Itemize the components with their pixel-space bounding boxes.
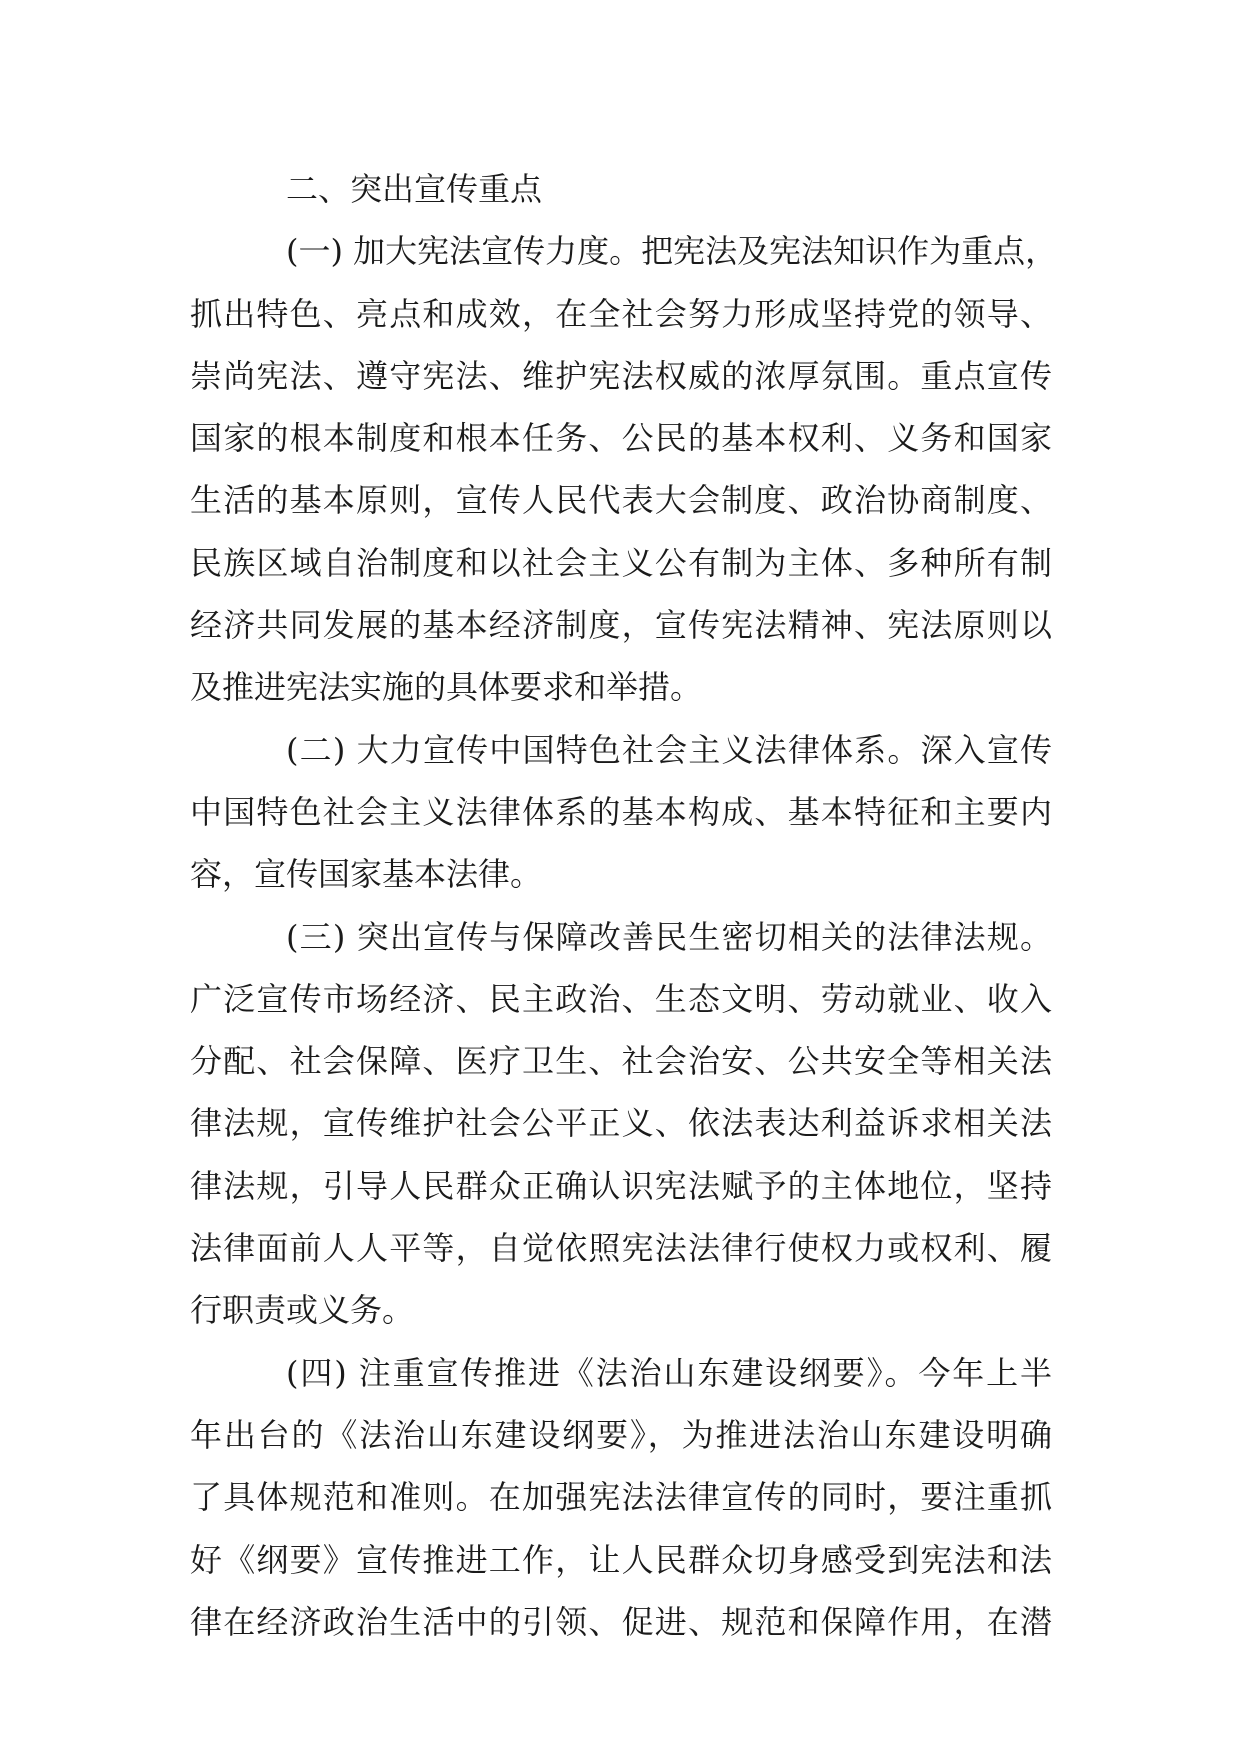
paragraph-line: 律法规，引导人民群众正确认识宪法赋予的主体地位，坚持 xyxy=(190,1166,1052,1205)
paragraph-line: 经济共同发展的基本经济制度，宣传宪法精神、宪法原则以 xyxy=(190,606,1052,645)
paragraph-line: (四) 注重宣传推进《法治山东建设纲要》。今年上半 xyxy=(286,1353,1052,1392)
paragraph-2 xyxy=(190,719,1052,906)
paragraph-line: 民族区域自治制度和以社会主义公有制为主体、多种所有制 xyxy=(190,543,1052,582)
paragraph-line: (一) 加大宪法宣传力度。把宪法及宪法知识作为重点， xyxy=(286,232,1058,271)
paragraph-line: 广泛宣传市场经济、民主政治、生态文明、劳动就业、收入 xyxy=(190,979,1052,1018)
paragraph-line: 生活的基本原则，宣传人民代表大会制度、政治协商制度、 xyxy=(190,481,1052,520)
paragraph-line: 好《纲要》宣传推进工作，让人民群众切身感受到宪法和法 xyxy=(190,1540,1052,1579)
paragraph-4 xyxy=(190,1342,1052,1653)
paragraph-line: 分配、社会保障、医疗卫生、社会治安、公共安全等相关法 xyxy=(190,1042,1052,1081)
paragraph-line: 律在经济政治生活中的引领、促进、规范和保障作用，在潜 xyxy=(190,1602,1052,1641)
paragraph-line: 抓出特色、亮点和成效，在全社会努力形成坚持党的领导、 xyxy=(190,294,1052,333)
paragraph-line: (二) 大力宣传中国特色社会主义法律体系。深入宣传 xyxy=(286,730,1052,769)
paragraph-line: 崇尚宪法、遵守宪法、维护宪法权威的浓厚氛围。重点宣传 xyxy=(190,356,1052,395)
paragraph-line: 中国特色社会主义法律体系的基本构成、基本特征和主要内 xyxy=(190,792,1052,831)
paragraph-line: 律法规，宣传维护社会公平正义、依法表达利益诉求相关法 xyxy=(190,1104,1052,1143)
document-body xyxy=(190,158,1058,1653)
paragraph-line: 了具体规范和准则。在加强宪法法律宣传的同时，要注重抓 xyxy=(190,1478,1052,1517)
paragraph-1 xyxy=(190,220,1058,718)
paragraph-line: 及推进宪法实施的具体要求和举措。 xyxy=(190,668,703,707)
paragraph-line: 容，宣传国家基本法律。 xyxy=(190,855,543,894)
paragraph-3 xyxy=(190,906,1052,1342)
paragraph-line: 法律面前人人平等，自觉依照宪法法律行使权力或权利、履 xyxy=(190,1229,1052,1268)
section-heading: 二、突出宣传重点 xyxy=(286,170,543,208)
paragraph-line: 行职责或义务。 xyxy=(190,1291,415,1330)
paragraph-line: 国家的根本制度和根本任务、公民的基本权利、义务和国家 xyxy=(190,419,1052,458)
paragraph-line: 年出台的《法治山东建设纲要》，为推进法治山东建设明确 xyxy=(190,1415,1052,1454)
paragraph-line: (三) 突出宣传与保障改善民生密切相关的法律法规。 xyxy=(286,917,1052,956)
